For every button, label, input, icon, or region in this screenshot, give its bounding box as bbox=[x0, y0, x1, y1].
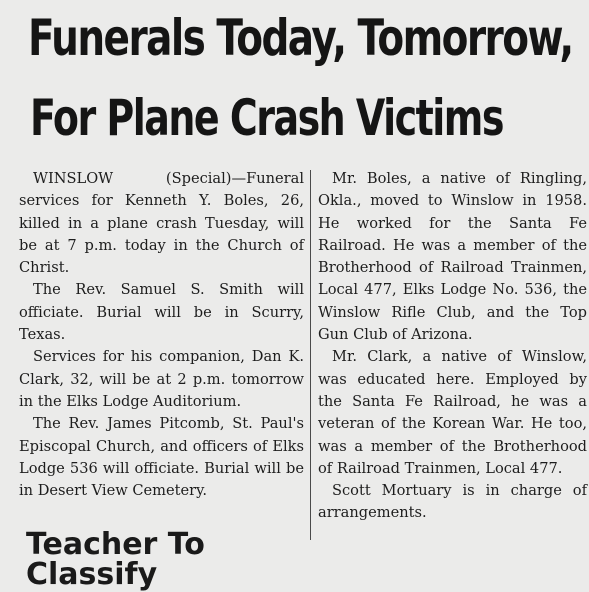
next-headline-text: Teacher To Classify bbox=[26, 527, 205, 592]
paragraph-officiate-pitcomb: The Rev. James Pitcomb, St. Paul's Episcopal Church, and officers of Elks Lodge 536 will officiate. Burial will be in Desert View Cemetery. bbox=[19, 415, 304, 500]
paragraph-boles-bio: Mr. Boles, a native of Ringling, Okla., moved to Winslow in 1958. He worked for the Santa Fe Railroad. He was a member of the Brotherhood of Railroad Trainmen, Local 477, Elks Lodge No. 536, the Winslow Rifle Club, and the Top Gun Club of Arizona. bbox=[318, 170, 587, 344]
paragraph-clark-bio: Mr. Clark, a native of Winslow, was educated here. Employed by the Santa Fe Railroad, he was a veteran of the Korean War. He too, was a member of the Brotherhood of Railroad Trainmen, Local 477. bbox=[318, 348, 587, 477]
next-article-headline-fragment bbox=[26, 527, 286, 592]
column-divider bbox=[310, 170, 311, 540]
headline-line-2: For Plane Crash Victims bbox=[30, 89, 503, 147]
headline-line-1: Funerals Today, Tomorrow, bbox=[28, 9, 573, 67]
paragraph-arrangements: Scott Mortuary is in charge of arrangements. bbox=[318, 482, 587, 522]
paragraph-funeral-boles: WINSLOW (Special)—Funeral services for Kenneth Y. Boles, 26, killed in a plane crash Tuesday, will be at 7 p.m. today in the Church of Christ. bbox=[19, 170, 304, 277]
paragraph-services-clark: Services for his companion, Dan K. Clark, 32, will be at 2 p.m. tomorrow in the Elks Lodge Auditorium. bbox=[19, 348, 304, 410]
paragraph-officiate-smith: The Rev. Samuel S. Smith will officiate. Burial will be in Scurry, Texas. bbox=[19, 281, 304, 344]
article-column-right bbox=[318, 168, 587, 525]
article-column-left bbox=[19, 168, 304, 502]
